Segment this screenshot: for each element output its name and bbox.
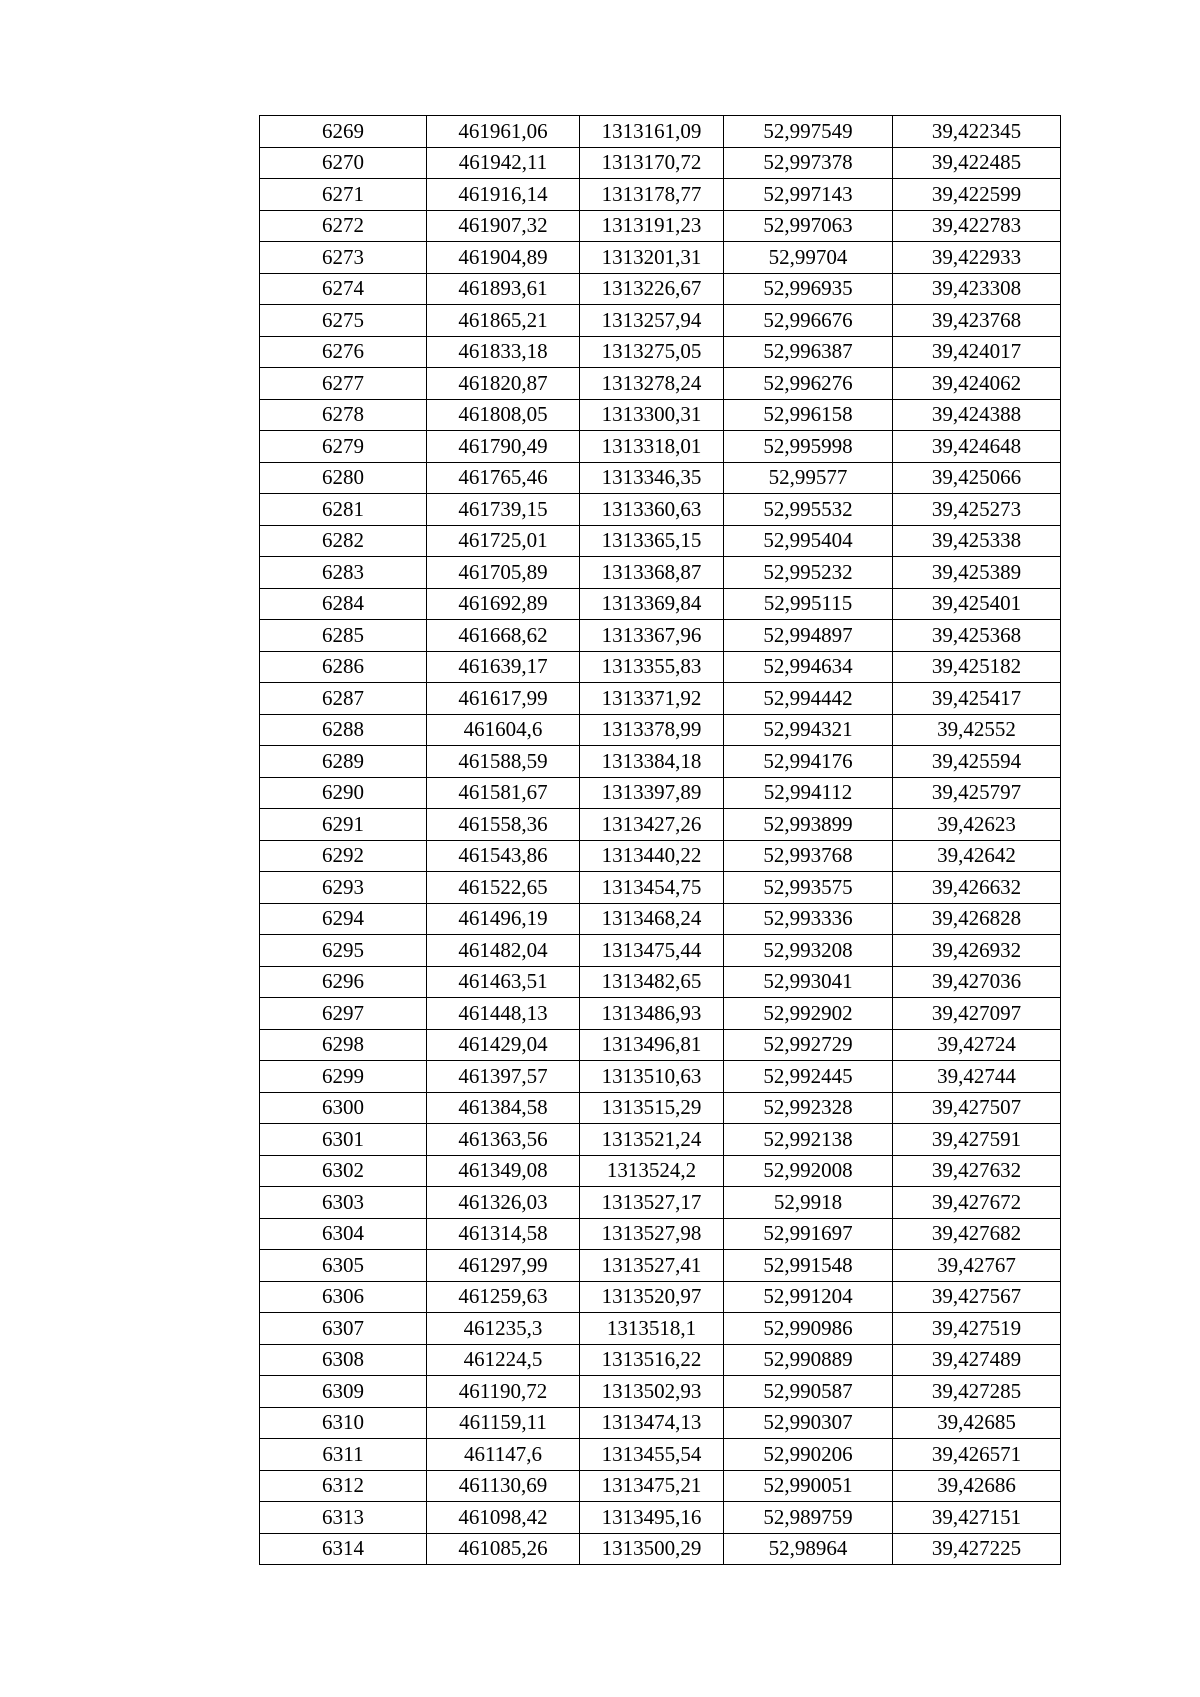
coordinates-table [259, 115, 1061, 1565]
table-row [260, 651, 1061, 683]
longitude-cell: 39,42724 [893, 1029, 1061, 1061]
longitude-cell: 39,42767 [893, 1250, 1061, 1282]
x-coordinate-cell: 461790,49 [427, 431, 580, 463]
latitude-cell: 52,994176 [724, 746, 893, 778]
table-row [260, 431, 1061, 463]
table-row [260, 1061, 1061, 1093]
y-coordinate-cell: 1313278,24 [580, 368, 724, 400]
longitude-cell: 39,424017 [893, 336, 1061, 368]
y-coordinate-cell: 1313427,26 [580, 809, 724, 841]
x-coordinate-cell: 461098,42 [427, 1502, 580, 1534]
table-row [260, 368, 1061, 400]
table-row [260, 179, 1061, 211]
table-row [260, 557, 1061, 589]
table-row [260, 1218, 1061, 1250]
longitude-cell: 39,426632 [893, 872, 1061, 904]
table-row [260, 210, 1061, 242]
table-row [260, 1250, 1061, 1282]
x-coordinate-cell: 461496,19 [427, 903, 580, 935]
point-number-cell: 6292 [260, 840, 427, 872]
longitude-cell: 39,427151 [893, 1502, 1061, 1534]
point-number-cell: 6288 [260, 714, 427, 746]
latitude-cell: 52,992902 [724, 998, 893, 1030]
point-number-cell: 6275 [260, 305, 427, 337]
y-coordinate-cell: 1313515,29 [580, 1092, 724, 1124]
latitude-cell: 52,995998 [724, 431, 893, 463]
latitude-cell: 52,997378 [724, 147, 893, 179]
y-coordinate-cell: 1313520,97 [580, 1281, 724, 1313]
table-row [260, 1187, 1061, 1219]
x-coordinate-cell: 461349,08 [427, 1155, 580, 1187]
latitude-cell: 52,996935 [724, 273, 893, 305]
latitude-cell: 52,993899 [724, 809, 893, 841]
table-body [260, 116, 1061, 1565]
point-number-cell: 6308 [260, 1344, 427, 1376]
table-row [260, 1533, 1061, 1565]
longitude-cell: 39,427591 [893, 1124, 1061, 1156]
latitude-cell: 52,992008 [724, 1155, 893, 1187]
table-row [260, 620, 1061, 652]
table-row [260, 1029, 1061, 1061]
x-coordinate-cell: 461916,14 [427, 179, 580, 211]
x-coordinate-cell: 461159,11 [427, 1407, 580, 1439]
table-row [260, 147, 1061, 179]
table-row [260, 966, 1061, 998]
x-coordinate-cell: 461765,46 [427, 462, 580, 494]
x-coordinate-cell: 461085,26 [427, 1533, 580, 1565]
longitude-cell: 39,424062 [893, 368, 1061, 400]
x-coordinate-cell: 461604,6 [427, 714, 580, 746]
longitude-cell: 39,422345 [893, 116, 1061, 148]
latitude-cell: 52,995532 [724, 494, 893, 526]
table-row [260, 746, 1061, 778]
x-coordinate-cell: 461588,59 [427, 746, 580, 778]
longitude-cell: 39,42642 [893, 840, 1061, 872]
y-coordinate-cell: 1313486,93 [580, 998, 724, 1030]
table-row [260, 1407, 1061, 1439]
table-row [260, 1313, 1061, 1345]
y-coordinate-cell: 1313275,05 [580, 336, 724, 368]
y-coordinate-cell: 1313365,15 [580, 525, 724, 557]
latitude-cell: 52,997143 [724, 179, 893, 211]
x-coordinate-cell: 461235,3 [427, 1313, 580, 1345]
latitude-cell: 52,994112 [724, 777, 893, 809]
point-number-cell: 6278 [260, 399, 427, 431]
y-coordinate-cell: 1313495,16 [580, 1502, 724, 1534]
longitude-cell: 39,42686 [893, 1470, 1061, 1502]
y-coordinate-cell: 1313468,24 [580, 903, 724, 935]
latitude-cell: 52,993336 [724, 903, 893, 935]
point-number-cell: 6276 [260, 336, 427, 368]
longitude-cell: 39,427489 [893, 1344, 1061, 1376]
point-number-cell: 6296 [260, 966, 427, 998]
x-coordinate-cell: 461705,89 [427, 557, 580, 589]
y-coordinate-cell: 1313384,18 [580, 746, 724, 778]
y-coordinate-cell: 1313318,01 [580, 431, 724, 463]
longitude-cell: 39,423308 [893, 273, 1061, 305]
x-coordinate-cell: 461581,67 [427, 777, 580, 809]
x-coordinate-cell: 461907,32 [427, 210, 580, 242]
point-number-cell: 6311 [260, 1439, 427, 1471]
y-coordinate-cell: 1313369,84 [580, 588, 724, 620]
latitude-cell: 52,993041 [724, 966, 893, 998]
point-number-cell: 6305 [260, 1250, 427, 1282]
point-number-cell: 6298 [260, 1029, 427, 1061]
y-coordinate-cell: 1313474,13 [580, 1407, 724, 1439]
latitude-cell: 52,990986 [724, 1313, 893, 1345]
x-coordinate-cell: 461893,61 [427, 273, 580, 305]
longitude-cell: 39,427036 [893, 966, 1061, 998]
y-coordinate-cell: 1313360,63 [580, 494, 724, 526]
point-number-cell: 6310 [260, 1407, 427, 1439]
y-coordinate-cell: 1313524,2 [580, 1155, 724, 1187]
point-number-cell: 6299 [260, 1061, 427, 1093]
table-row [260, 116, 1061, 148]
latitude-cell: 52,9918 [724, 1187, 893, 1219]
latitude-cell: 52,995232 [724, 557, 893, 589]
table-row [260, 399, 1061, 431]
x-coordinate-cell: 461429,04 [427, 1029, 580, 1061]
x-coordinate-cell: 461725,01 [427, 525, 580, 557]
y-coordinate-cell: 1313201,31 [580, 242, 724, 274]
table-row [260, 1281, 1061, 1313]
point-number-cell: 6294 [260, 903, 427, 935]
latitude-cell: 52,993768 [724, 840, 893, 872]
longitude-cell: 39,42685 [893, 1407, 1061, 1439]
y-coordinate-cell: 1313454,75 [580, 872, 724, 904]
latitude-cell: 52,989759 [724, 1502, 893, 1534]
table-row [260, 1092, 1061, 1124]
y-coordinate-cell: 1313527,41 [580, 1250, 724, 1282]
longitude-cell: 39,425797 [893, 777, 1061, 809]
x-coordinate-cell: 461297,99 [427, 1250, 580, 1282]
point-number-cell: 6284 [260, 588, 427, 620]
longitude-cell: 39,426571 [893, 1439, 1061, 1471]
longitude-cell: 39,422485 [893, 147, 1061, 179]
longitude-cell: 39,427567 [893, 1281, 1061, 1313]
point-number-cell: 6279 [260, 431, 427, 463]
point-number-cell: 6304 [260, 1218, 427, 1250]
y-coordinate-cell: 1313191,23 [580, 210, 724, 242]
x-coordinate-cell: 461739,15 [427, 494, 580, 526]
table-row [260, 683, 1061, 715]
latitude-cell: 52,992729 [724, 1029, 893, 1061]
longitude-cell: 39,425273 [893, 494, 1061, 526]
latitude-cell: 52,990587 [724, 1376, 893, 1408]
point-number-cell: 6307 [260, 1313, 427, 1345]
latitude-cell: 52,99577 [724, 462, 893, 494]
longitude-cell: 39,427225 [893, 1533, 1061, 1565]
point-number-cell: 6297 [260, 998, 427, 1030]
point-number-cell: 6287 [260, 683, 427, 715]
latitude-cell: 52,991697 [724, 1218, 893, 1250]
latitude-cell: 52,992328 [724, 1092, 893, 1124]
longitude-cell: 39,422599 [893, 179, 1061, 211]
x-coordinate-cell: 461808,05 [427, 399, 580, 431]
y-coordinate-cell: 1313257,94 [580, 305, 724, 337]
y-coordinate-cell: 1313170,72 [580, 147, 724, 179]
table-row [260, 525, 1061, 557]
longitude-cell: 39,427507 [893, 1092, 1061, 1124]
y-coordinate-cell: 1313455,54 [580, 1439, 724, 1471]
y-coordinate-cell: 1313516,22 [580, 1344, 724, 1376]
latitude-cell: 52,996158 [724, 399, 893, 431]
point-number-cell: 6301 [260, 1124, 427, 1156]
y-coordinate-cell: 1313300,31 [580, 399, 724, 431]
x-coordinate-cell: 461904,89 [427, 242, 580, 274]
point-number-cell: 6281 [260, 494, 427, 526]
longitude-cell: 39,425401 [893, 588, 1061, 620]
point-number-cell: 6277 [260, 368, 427, 400]
y-coordinate-cell: 1313521,24 [580, 1124, 724, 1156]
latitude-cell: 52,994442 [724, 683, 893, 715]
latitude-cell: 52,996676 [724, 305, 893, 337]
y-coordinate-cell: 1313518,1 [580, 1313, 724, 1345]
table-row [260, 494, 1061, 526]
x-coordinate-cell: 461130,69 [427, 1470, 580, 1502]
latitude-cell: 52,995404 [724, 525, 893, 557]
x-coordinate-cell: 461463,51 [427, 966, 580, 998]
longitude-cell: 39,425417 [893, 683, 1061, 715]
latitude-cell: 52,990889 [724, 1344, 893, 1376]
point-number-cell: 6272 [260, 210, 427, 242]
x-coordinate-cell: 461617,99 [427, 683, 580, 715]
latitude-cell: 52,991204 [724, 1281, 893, 1313]
latitude-cell: 52,996387 [724, 336, 893, 368]
point-number-cell: 6300 [260, 1092, 427, 1124]
latitude-cell: 52,99704 [724, 242, 893, 274]
point-number-cell: 6306 [260, 1281, 427, 1313]
point-number-cell: 6291 [260, 809, 427, 841]
point-number-cell: 6270 [260, 147, 427, 179]
latitude-cell: 52,994634 [724, 651, 893, 683]
y-coordinate-cell: 1313346,35 [580, 462, 724, 494]
latitude-cell: 52,992445 [724, 1061, 893, 1093]
longitude-cell: 39,423768 [893, 305, 1061, 337]
latitude-cell: 52,994897 [724, 620, 893, 652]
latitude-cell: 52,990206 [724, 1439, 893, 1471]
latitude-cell: 52,997549 [724, 116, 893, 148]
latitude-cell: 52,990307 [724, 1407, 893, 1439]
point-number-cell: 6280 [260, 462, 427, 494]
y-coordinate-cell: 1313440,22 [580, 840, 724, 872]
point-number-cell: 6286 [260, 651, 427, 683]
latitude-cell: 52,996276 [724, 368, 893, 400]
x-coordinate-cell: 461314,58 [427, 1218, 580, 1250]
x-coordinate-cell: 461668,62 [427, 620, 580, 652]
longitude-cell: 39,427097 [893, 998, 1061, 1030]
point-number-cell: 6274 [260, 273, 427, 305]
point-number-cell: 6269 [260, 116, 427, 148]
x-coordinate-cell: 461326,03 [427, 1187, 580, 1219]
point-number-cell: 6285 [260, 620, 427, 652]
table-row [260, 714, 1061, 746]
table-row [260, 1124, 1061, 1156]
latitude-cell: 52,997063 [724, 210, 893, 242]
longitude-cell: 39,425338 [893, 525, 1061, 557]
x-coordinate-cell: 461639,17 [427, 651, 580, 683]
longitude-cell: 39,427672 [893, 1187, 1061, 1219]
x-coordinate-cell: 461820,87 [427, 368, 580, 400]
point-number-cell: 6271 [260, 179, 427, 211]
y-coordinate-cell: 1313500,29 [580, 1533, 724, 1565]
table-row [260, 1470, 1061, 1502]
longitude-cell: 39,425594 [893, 746, 1061, 778]
x-coordinate-cell: 461961,06 [427, 116, 580, 148]
longitude-cell: 39,427285 [893, 1376, 1061, 1408]
point-number-cell: 6293 [260, 872, 427, 904]
point-number-cell: 6313 [260, 1502, 427, 1534]
longitude-cell: 39,425389 [893, 557, 1061, 589]
x-coordinate-cell: 461543,86 [427, 840, 580, 872]
latitude-cell: 52,993208 [724, 935, 893, 967]
longitude-cell: 39,42623 [893, 809, 1061, 841]
x-coordinate-cell: 461363,56 [427, 1124, 580, 1156]
x-coordinate-cell: 461397,57 [427, 1061, 580, 1093]
table-row [260, 462, 1061, 494]
y-coordinate-cell: 1313527,17 [580, 1187, 724, 1219]
y-coordinate-cell: 1313475,21 [580, 1470, 724, 1502]
table-row [260, 809, 1061, 841]
x-coordinate-cell: 461558,36 [427, 809, 580, 841]
table-row [260, 1344, 1061, 1376]
latitude-cell: 52,992138 [724, 1124, 893, 1156]
table-row [260, 1376, 1061, 1408]
x-coordinate-cell: 461833,18 [427, 336, 580, 368]
x-coordinate-cell: 461482,04 [427, 935, 580, 967]
y-coordinate-cell: 1313367,96 [580, 620, 724, 652]
y-coordinate-cell: 1313475,44 [580, 935, 724, 967]
point-number-cell: 6309 [260, 1376, 427, 1408]
x-coordinate-cell: 461692,89 [427, 588, 580, 620]
longitude-cell: 39,424388 [893, 399, 1061, 431]
y-coordinate-cell: 1313397,89 [580, 777, 724, 809]
table-row [260, 1155, 1061, 1187]
table-row [260, 305, 1061, 337]
y-coordinate-cell: 1313502,93 [580, 1376, 724, 1408]
latitude-cell: 52,98964 [724, 1533, 893, 1565]
y-coordinate-cell: 1313371,92 [580, 683, 724, 715]
y-coordinate-cell: 1313510,63 [580, 1061, 724, 1093]
y-coordinate-cell: 1313355,83 [580, 651, 724, 683]
point-number-cell: 6289 [260, 746, 427, 778]
y-coordinate-cell: 1313496,81 [580, 1029, 724, 1061]
table-row [260, 1502, 1061, 1534]
longitude-cell: 39,426828 [893, 903, 1061, 935]
longitude-cell: 39,422933 [893, 242, 1061, 274]
longitude-cell: 39,425368 [893, 620, 1061, 652]
longitude-cell: 39,42744 [893, 1061, 1061, 1093]
latitude-cell: 52,995115 [724, 588, 893, 620]
point-number-cell: 6314 [260, 1533, 427, 1565]
longitude-cell: 39,427519 [893, 1313, 1061, 1345]
latitude-cell: 52,994321 [724, 714, 893, 746]
table-row [260, 336, 1061, 368]
y-coordinate-cell: 1313378,99 [580, 714, 724, 746]
longitude-cell: 39,426932 [893, 935, 1061, 967]
x-coordinate-cell: 461259,63 [427, 1281, 580, 1313]
table-row [260, 998, 1061, 1030]
x-coordinate-cell: 461865,21 [427, 305, 580, 337]
y-coordinate-cell: 1313226,67 [580, 273, 724, 305]
latitude-cell: 52,993575 [724, 872, 893, 904]
table-row [260, 1439, 1061, 1471]
x-coordinate-cell: 461522,65 [427, 872, 580, 904]
point-number-cell: 6283 [260, 557, 427, 589]
table-row [260, 588, 1061, 620]
y-coordinate-cell: 1313482,65 [580, 966, 724, 998]
longitude-cell: 39,424648 [893, 431, 1061, 463]
longitude-cell: 39,425066 [893, 462, 1061, 494]
x-coordinate-cell: 461942,11 [427, 147, 580, 179]
longitude-cell: 39,427682 [893, 1218, 1061, 1250]
table-row [260, 242, 1061, 274]
y-coordinate-cell: 1313178,77 [580, 179, 724, 211]
point-number-cell: 6295 [260, 935, 427, 967]
table-row [260, 840, 1061, 872]
point-number-cell: 6273 [260, 242, 427, 274]
x-coordinate-cell: 461147,6 [427, 1439, 580, 1471]
table-row [260, 872, 1061, 904]
table-row [260, 273, 1061, 305]
latitude-cell: 52,991548 [724, 1250, 893, 1282]
y-coordinate-cell: 1313527,98 [580, 1218, 724, 1250]
point-number-cell: 6303 [260, 1187, 427, 1219]
point-number-cell: 6290 [260, 777, 427, 809]
point-number-cell: 6302 [260, 1155, 427, 1187]
table-row [260, 777, 1061, 809]
x-coordinate-cell: 461448,13 [427, 998, 580, 1030]
longitude-cell: 39,42552 [893, 714, 1061, 746]
x-coordinate-cell: 461190,72 [427, 1376, 580, 1408]
y-coordinate-cell: 1313368,87 [580, 557, 724, 589]
table-row [260, 935, 1061, 967]
longitude-cell: 39,427632 [893, 1155, 1061, 1187]
longitude-cell: 39,425182 [893, 651, 1061, 683]
latitude-cell: 52,990051 [724, 1470, 893, 1502]
longitude-cell: 39,422783 [893, 210, 1061, 242]
point-number-cell: 6312 [260, 1470, 427, 1502]
x-coordinate-cell: 461224,5 [427, 1344, 580, 1376]
y-coordinate-cell: 1313161,09 [580, 116, 724, 148]
table-row [260, 903, 1061, 935]
x-coordinate-cell: 461384,58 [427, 1092, 580, 1124]
point-number-cell: 6282 [260, 525, 427, 557]
